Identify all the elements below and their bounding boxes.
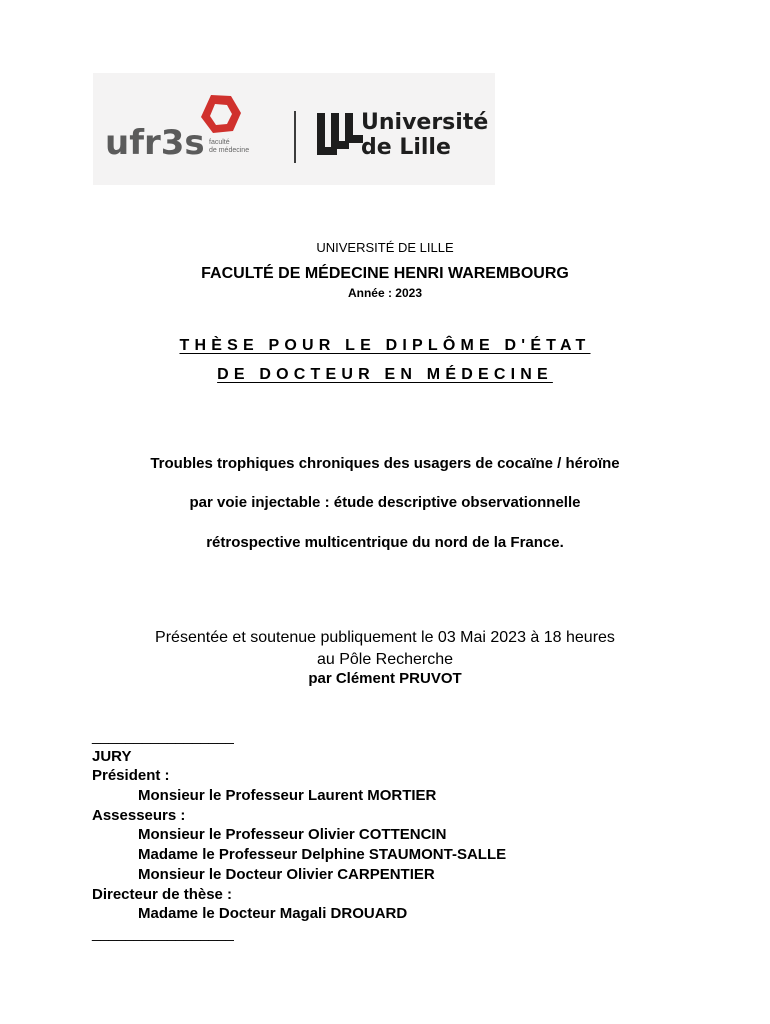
universite-de-lille-mark-icon xyxy=(315,111,365,157)
ufr3s-subtitle-line1: faculté xyxy=(209,139,230,146)
presentation-date: Présentée et soutenue publiquement le 03 Mai 2023 à 18 heures xyxy=(155,629,615,646)
logo-divider xyxy=(294,111,296,163)
thesis-title-line2: par voie injectable : étude descriptive observationnelle xyxy=(189,494,581,511)
academic-year: Année : 2023 xyxy=(347,286,423,300)
ufr3s-subtitle-line2: de médecine xyxy=(209,147,250,154)
faculty-name: FACULTÉ DE MÉDECINE HENRI WAREMBOURG xyxy=(201,265,569,282)
assessor-name: Madame le Professeur Delphine STAUMONT-SALLE xyxy=(138,846,507,864)
director-label: Directeur de thèse : xyxy=(92,885,233,903)
university-name: UNIVERSITÉ DE LILLE xyxy=(316,240,454,255)
presentation-location: au Pôle Recherche xyxy=(316,651,454,668)
thesis-heading-line2: DE DOCTEUR EN MÉDECINE xyxy=(217,366,553,383)
jury-separator-bottom: _________________ xyxy=(92,924,234,942)
director-name: Madame le Docteur Magali DROUARD xyxy=(138,905,408,923)
ufr3s-wordmark: ufr3s xyxy=(105,123,205,163)
jury-heading: JURY xyxy=(92,747,132,765)
president-name: Monsieur le Professeur Laurent MORTIER xyxy=(138,787,437,805)
president-label: Président : xyxy=(92,767,170,785)
logo-banner xyxy=(93,73,495,185)
thesis-title-line1: Troubles trophiques chroniques des usagers de cocaïne / héroïne xyxy=(150,455,620,472)
assessor-name: Monsieur le Professeur Olivier COTTENCIN xyxy=(138,826,447,844)
ufr3s-subtitle xyxy=(209,139,249,155)
jury-separator-top: _________________ xyxy=(92,728,234,745)
universite-wordmark-line2: de Lille xyxy=(361,135,451,160)
thesis-title-line3: rétrospective multicentrique du nord de la France. xyxy=(206,534,564,551)
universite-wordmark-line1: Université xyxy=(361,110,489,135)
thesis-heading-line1: THÈSE POUR LE DIPLÔME D'ÉTAT xyxy=(179,337,591,354)
assessors-label: Assesseurs : xyxy=(92,806,186,824)
universite-de-lille-wordmark xyxy=(361,110,488,160)
assessor-name: Monsieur le Docteur Olivier CARPENTIER xyxy=(138,865,435,883)
author-name: par Clément PRUVOT xyxy=(308,670,462,687)
ufr3s-logo xyxy=(105,91,255,171)
jury-section xyxy=(92,727,506,944)
